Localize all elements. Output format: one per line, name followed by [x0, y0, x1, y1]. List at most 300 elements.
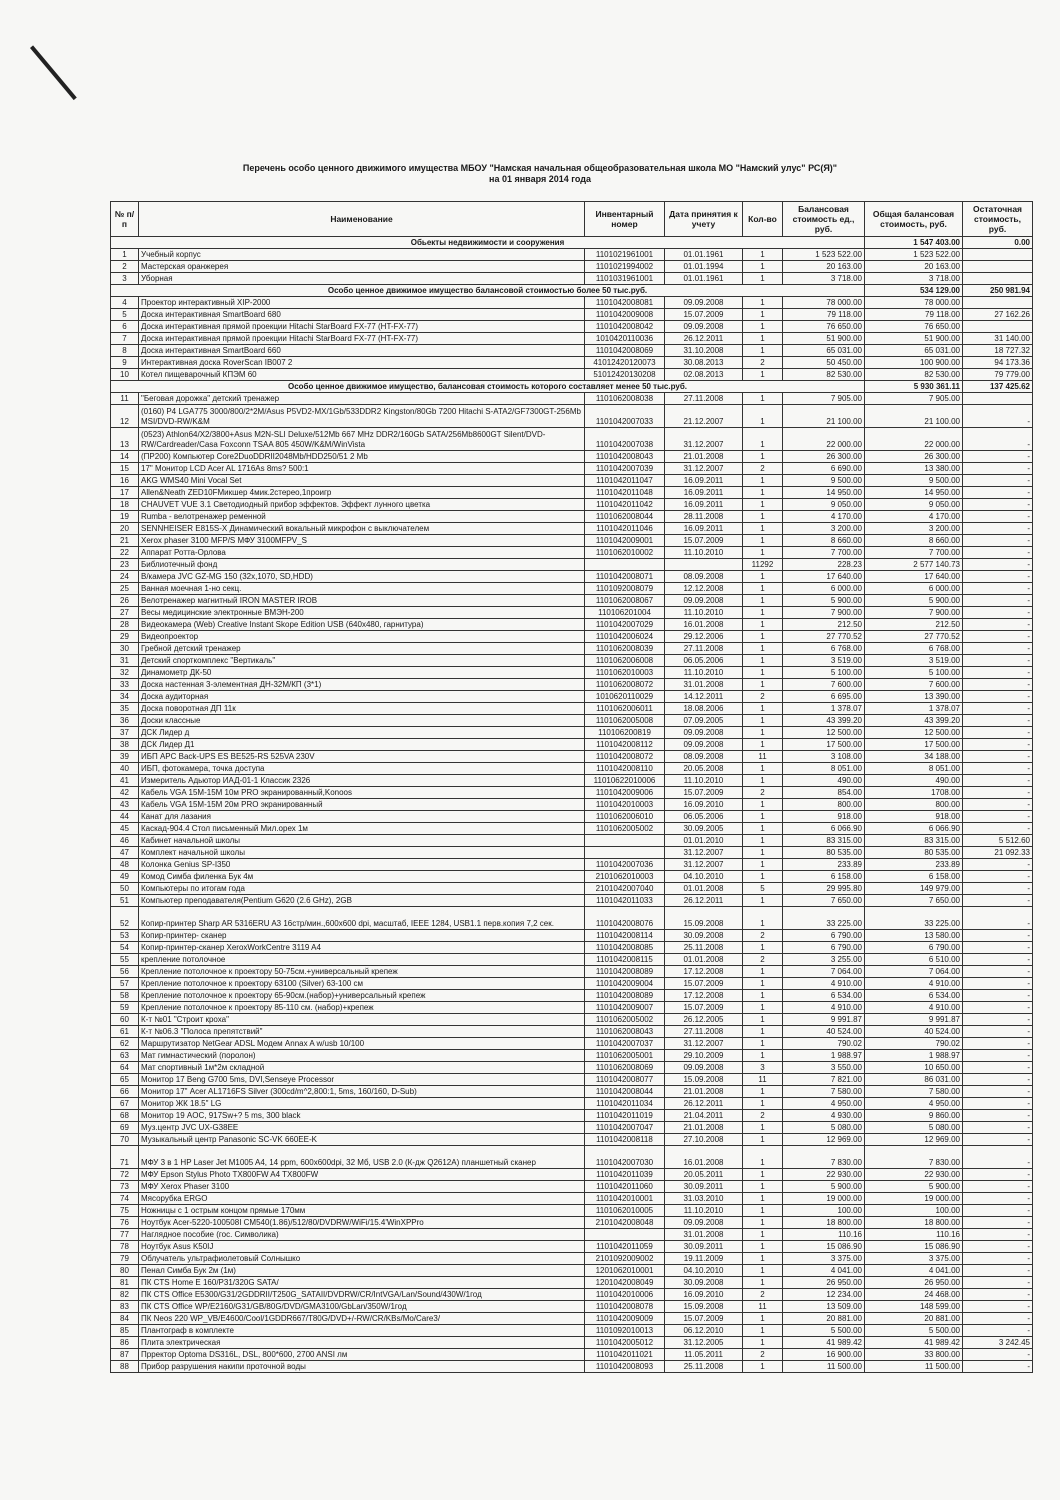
col-header-name: Наименование — [139, 202, 585, 237]
unit-cost: 12 234.00 — [783, 1289, 865, 1301]
table-row — [111, 715, 1033, 727]
item-name: Маршрутизатор NetGear ADSL Модем Annax A w/usb 10/100 — [139, 1038, 585, 1050]
residual-cost: - — [963, 1253, 1033, 1265]
inventory-number: 1101042011019 — [585, 1110, 665, 1122]
inventory-number: 1101042009007 — [585, 1002, 665, 1014]
table-row — [111, 954, 1033, 966]
residual-cost: - — [963, 607, 1033, 619]
residual-cost: - — [963, 990, 1033, 1002]
inventory-number: 1101042006024 — [585, 631, 665, 643]
table-row — [111, 835, 1033, 847]
item-name: 17" Монитор LCD Acer AL 1716As 8ms? 500:1 — [139, 463, 585, 475]
item-name: Компьютеры по итогам года — [139, 883, 585, 895]
item-name: Монитор ЖК 18.5" LG — [139, 1098, 585, 1110]
table-row — [111, 1134, 1033, 1146]
acceptance-date: 01.01.1961 — [665, 273, 743, 285]
residual-cost: - — [963, 1086, 1033, 1098]
acceptance-date: 16.01.2008 — [665, 1146, 743, 1169]
inventory-number — [585, 559, 665, 571]
residual-cost: - — [963, 787, 1033, 799]
table-row — [111, 739, 1033, 751]
quantity: 1 — [743, 1026, 783, 1038]
row-number: 70 — [111, 1134, 139, 1146]
acceptance-date: 08.09.2008 — [665, 751, 743, 763]
row-number: 85 — [111, 1325, 139, 1337]
item-name: Крепление потолочное к проектору 50-75см.+универсальный крепеж — [139, 966, 585, 978]
row-number: 68 — [111, 1110, 139, 1122]
row-number: 78 — [111, 1241, 139, 1253]
residual-cost: - — [963, 619, 1033, 631]
unit-cost: 6 000.00 — [783, 583, 865, 595]
residual-cost: - — [963, 405, 1033, 428]
unit-cost: 3 200.00 — [783, 523, 865, 535]
row-number: 28 — [111, 619, 139, 631]
item-name: Кабинет начальной школы — [139, 835, 585, 847]
quantity: 1 — [743, 703, 783, 715]
item-name: Монитор 17" Acer AL1716FS Silver (300cd/m^2,800:1, 5ms, 160/160, D-Sub) — [139, 1086, 585, 1098]
total-cost: 4 041.00 — [865, 1265, 963, 1277]
item-name: Велотренажер магнитный IRON MASTER IROB — [139, 595, 585, 607]
quantity: 1 — [743, 942, 783, 954]
item-name: Весы медицинские электронные ВМЭН-200 — [139, 607, 585, 619]
unit-cost: 17 640.00 — [783, 571, 865, 583]
item-name: (0160) P4 LGA775 3000/800/2*2M/Asus P5VD2-MX/1Gb/533DDR2 Kingston/80Gb 7200 Hitachi S-ATA2/GF7300GT-256Mb MSI/DVD-RW/K&M — [139, 405, 585, 428]
quantity: 2 — [743, 1349, 783, 1361]
quantity: 1 — [743, 393, 783, 405]
unit-cost: 7 650.00 — [783, 895, 865, 907]
row-number: 25 — [111, 583, 139, 595]
item-name: (0523) Athlon64/X2/3800+Asus M2N-SLI Deluxe/512Mb 667 MHz DDR2/160Gb SATA/256Mb8600GT Silent/DVD-RW/Cardreader/Casa Foxconn TSAA 805 450W/K&M/WinVista — [139, 428, 585, 451]
quantity: 1 — [743, 1313, 783, 1325]
table-row — [111, 1074, 1033, 1086]
quantity: 1 — [743, 405, 783, 428]
table-row — [111, 1337, 1033, 1349]
row-number: 36 — [111, 715, 139, 727]
acceptance-date: 26.12.2005 — [665, 1014, 743, 1026]
table-row — [111, 1038, 1033, 1050]
acceptance-date: 06.05.2006 — [665, 811, 743, 823]
quantity: 1 — [743, 583, 783, 595]
acceptance-date: 11.10.2010 — [665, 547, 743, 559]
table-row — [111, 511, 1033, 523]
section-title: Особо ценное движимое имущество балансовой стоимостью более 50 тыс.руб. — [111, 285, 865, 297]
quantity: 1 — [743, 990, 783, 1002]
inventory-number: 1101092010013 — [585, 1325, 665, 1337]
unit-cost: 6 695.00 — [783, 691, 865, 703]
residual-cost: - — [963, 1134, 1033, 1146]
acceptance-date: 31.12.2007 — [665, 428, 743, 451]
total-cost: 13 390.00 — [865, 691, 963, 703]
row-number: 15 — [111, 463, 139, 475]
quantity: 1 — [743, 859, 783, 871]
inventory-number: 1010620110029 — [585, 691, 665, 703]
quantity: 1 — [743, 978, 783, 990]
residual-cost: - — [963, 1074, 1033, 1086]
item-name: ПК Neos 220 WP_VB/E4600/Cool/1GDDR667/T80G/DVD+/-RW/CR/KBs/Mo/Care3/ — [139, 1313, 585, 1325]
row-number: 84 — [111, 1313, 139, 1325]
residual-cost: - — [963, 487, 1033, 499]
residual-cost: - — [963, 571, 1033, 583]
unit-cost: 6 790.00 — [783, 942, 865, 954]
item-name: МФУ Xerox Phaser 3100 — [139, 1181, 585, 1193]
row-number: 19 — [111, 511, 139, 523]
quantity: 1 — [743, 607, 783, 619]
total-cost: 5 500.00 — [865, 1325, 963, 1337]
row-number: 52 — [111, 907, 139, 930]
total-cost: 5 080.00 — [865, 1122, 963, 1134]
acceptance-date: 31.12.2007 — [665, 847, 743, 859]
inventory-number: 1101042008069 — [585, 345, 665, 357]
item-name: Мат спортивный 1м*2м складной — [139, 1062, 585, 1074]
table-row — [111, 487, 1033, 499]
row-number: 16 — [111, 475, 139, 487]
quantity: 1 — [743, 309, 783, 321]
table-row — [111, 763, 1033, 775]
total-cost: 43 399.20 — [865, 715, 963, 727]
residual-cost: - — [963, 1265, 1033, 1277]
total-cost: 7 900.00 — [865, 607, 963, 619]
total-cost: 20 881.00 — [865, 1313, 963, 1325]
acceptance-date: 16.09.2011 — [665, 523, 743, 535]
quantity: 1 — [743, 451, 783, 463]
row-number: 33 — [111, 679, 139, 691]
total-cost: 6 000.00 — [865, 583, 963, 595]
acceptance-date: 27.11.2008 — [665, 1026, 743, 1038]
table-body — [111, 237, 1033, 1373]
inventory-number: 1101042011048 — [585, 487, 665, 499]
inventory-number: 1101042011034 — [585, 1098, 665, 1110]
item-name: SENNHEISER E815S-X Динамический вокальный микрофон с выключателем — [139, 523, 585, 535]
total-cost: 212.50 — [865, 619, 963, 631]
total-cost: 6 510.00 — [865, 954, 963, 966]
residual-cost: - — [963, 1313, 1033, 1325]
unit-cost: 5 500.00 — [783, 1325, 865, 1337]
inventory-number: 51012420130208 — [585, 369, 665, 381]
inventory-number: 1101062005008 — [585, 715, 665, 727]
table-row — [111, 1062, 1033, 1074]
unit-cost: 3 108.00 — [783, 751, 865, 763]
residual-cost: - — [963, 523, 1033, 535]
quantity: 1 — [743, 1277, 783, 1289]
item-name: Доска настенная 3-элементная ДН-32М/КП (3*1) — [139, 679, 585, 691]
inventory-number: 2101092009002 — [585, 1253, 665, 1265]
residual-cost — [963, 249, 1033, 261]
quantity: 1 — [743, 487, 783, 499]
inventory-number: 1101042010006 — [585, 1289, 665, 1301]
acceptance-date: 31.10.2008 — [665, 345, 743, 357]
table-row — [111, 297, 1033, 309]
item-name: Колонка Genius SP-I350 — [139, 859, 585, 871]
inventory-number: 1101042011033 — [585, 895, 665, 907]
inventory-number: 1101042007047 — [585, 1122, 665, 1134]
residual-cost: - — [963, 463, 1033, 475]
residual-cost: - — [963, 1277, 1033, 1289]
quantity: 1 — [743, 1098, 783, 1110]
item-name: К-т №06.3 "Полоса препятствий" — [139, 1026, 585, 1038]
table-row — [111, 1289, 1033, 1301]
acceptance-date: 30.09.2011 — [665, 1241, 743, 1253]
table-row — [111, 667, 1033, 679]
residual-cost: - — [963, 451, 1033, 463]
table-row — [111, 357, 1033, 369]
row-number: 11 — [111, 393, 139, 405]
row-number: 58 — [111, 990, 139, 1002]
section-row — [111, 381, 1033, 393]
total-cost: 2 577 140.73 — [865, 559, 963, 571]
residual-cost: - — [963, 751, 1033, 763]
unit-cost: 800.00 — [783, 799, 865, 811]
inventory-number: 1201042008049 — [585, 1277, 665, 1289]
total-cost: 12 969.00 — [865, 1134, 963, 1146]
row-number: 12 — [111, 405, 139, 428]
inventory-number: 1101042008112 — [585, 739, 665, 751]
acceptance-date: 21.12.2007 — [665, 405, 743, 428]
inventory-number: 1101042007037 — [585, 1038, 665, 1050]
unit-cost: 6 066.90 — [783, 823, 865, 835]
residual-cost: - — [963, 1193, 1033, 1205]
unit-cost: 6 158.00 — [783, 871, 865, 883]
inventory-number: 2101062010003 — [585, 871, 665, 883]
table-row — [111, 859, 1033, 871]
inventory-number: 1101092008079 — [585, 583, 665, 595]
inventory-number: 1101042010003 — [585, 799, 665, 811]
residual-cost: 3 242.45 — [963, 1337, 1033, 1349]
quantity: 1 — [743, 499, 783, 511]
total-cost: 22 000.00 — [865, 428, 963, 451]
acceptance-date: 21.01.2008 — [665, 1086, 743, 1098]
section-residual: 250 981.94 — [963, 285, 1033, 297]
quantity: 11 — [743, 751, 783, 763]
total-cost: 17 500.00 — [865, 739, 963, 751]
acceptance-date: 09.09.2008 — [665, 321, 743, 333]
total-cost: 86 031.00 — [865, 1074, 963, 1086]
total-cost: 13 380.00 — [865, 463, 963, 475]
unit-cost: 854.00 — [783, 787, 865, 799]
inventory-number: 1101042009009 — [585, 1313, 665, 1325]
row-number: 79 — [111, 1253, 139, 1265]
inventory-number: 1101042008071 — [585, 571, 665, 583]
unit-cost: 16 900.00 — [783, 1349, 865, 1361]
row-number: 7 — [111, 333, 139, 345]
item-name: МФУ Epson Stylus Photo TX800FW A4 TX800FW — [139, 1169, 585, 1181]
quantity: 1 — [743, 679, 783, 691]
item-name: Пенал Симба Бук 2м (1м) — [139, 1265, 585, 1277]
item-name: Копир-принтер Sharp AR 5316ERU A3 16стр/мин.,600x600 dpi, масштаб, IEEE 1284, USB1.1 перв.копия 7,2 сек. — [139, 907, 585, 930]
table-row — [111, 811, 1033, 823]
table-row — [111, 691, 1033, 703]
inventory-number: 1101042008110 — [585, 763, 665, 775]
residual-cost: - — [963, 547, 1033, 559]
unit-cost: 78 000.00 — [783, 297, 865, 309]
residual-cost: - — [963, 1217, 1033, 1229]
unit-cost: 22 000.00 — [783, 428, 865, 451]
inventory-number: 1101062005001 — [585, 1050, 665, 1062]
total-cost: 9 860.00 — [865, 1110, 963, 1122]
inventory-number: 1101021994002 — [585, 261, 665, 273]
residual-cost: - — [963, 763, 1033, 775]
quantity: 1 — [743, 1337, 783, 1349]
item-name: Прибор разрушения накипи проточной воды — [139, 1361, 585, 1373]
table-row — [111, 1193, 1033, 1205]
col-header-quantity: Кол-во — [743, 202, 783, 237]
unit-cost: 6 690.00 — [783, 463, 865, 475]
acceptance-date: 25.11.2008 — [665, 1361, 743, 1373]
total-cost: 9 500.00 — [865, 475, 963, 487]
total-cost: 5 100.00 — [865, 667, 963, 679]
total-cost: 12 500.00 — [865, 727, 963, 739]
unit-cost: 5 900.00 — [783, 1181, 865, 1193]
row-number: 41 — [111, 775, 139, 787]
acceptance-date: 01.01.2008 — [665, 883, 743, 895]
unit-cost: 9 991.87 — [783, 1014, 865, 1026]
row-number: 69 — [111, 1122, 139, 1134]
total-cost: 149 979.00 — [865, 883, 963, 895]
unit-cost: 11 500.00 — [783, 1361, 865, 1373]
item-name: ИБП APC Back-UPS ES BE525-RS 525VA 230V — [139, 751, 585, 763]
total-cost: 17 640.00 — [865, 571, 963, 583]
row-number: 57 — [111, 978, 139, 990]
unit-cost: 26 300.00 — [783, 451, 865, 463]
total-cost: 9 050.00 — [865, 499, 963, 511]
table-row — [111, 547, 1033, 559]
row-number: 67 — [111, 1098, 139, 1110]
unit-cost: 5 900.00 — [783, 595, 865, 607]
table-row — [111, 823, 1033, 835]
residual-cost: - — [963, 1325, 1033, 1337]
residual-cost: - — [963, 1205, 1033, 1217]
quantity: 1 — [743, 1265, 783, 1277]
acceptance-date: 11.10.2010 — [665, 667, 743, 679]
item-name: Ванная моечная 1-но секц. — [139, 583, 585, 595]
section-row — [111, 237, 1033, 249]
acceptance-date: 09.09.2008 — [665, 1062, 743, 1074]
row-number: 83 — [111, 1301, 139, 1313]
inventory-number: 1201062010001 — [585, 1265, 665, 1277]
inventory-number: 1101042008072 — [585, 751, 665, 763]
quantity: 1 — [743, 1181, 783, 1193]
quantity: 1 — [743, 823, 783, 835]
total-cost: 7 600.00 — [865, 679, 963, 691]
item-name: Компьютер преподавателя(Pentium G620 (2.6 GHz), 2GB — [139, 895, 585, 907]
item-name: ДСК Лидер Д1 — [139, 739, 585, 751]
total-cost: 65 031.00 — [865, 345, 963, 357]
quantity: 1 — [743, 249, 783, 261]
unit-cost: 7 821.00 — [783, 1074, 865, 1086]
pen-mark — [30, 45, 77, 100]
acceptance-date: 15.07.2009 — [665, 1002, 743, 1014]
total-cost: 4 170.00 — [865, 511, 963, 523]
residual-cost: - — [963, 595, 1033, 607]
table-row — [111, 1361, 1033, 1373]
unit-cost: 13 509.00 — [783, 1301, 865, 1313]
total-cost: 7 064.00 — [865, 966, 963, 978]
unit-cost: 7 580.00 — [783, 1086, 865, 1098]
item-name: Ноутбук Asus K50IJ — [139, 1241, 585, 1253]
unit-cost: 6 534.00 — [783, 990, 865, 1002]
inventory-number: 1101042008076 — [585, 907, 665, 930]
total-cost: 40 524.00 — [865, 1026, 963, 1038]
acceptance-date: 15.07.2009 — [665, 535, 743, 547]
inventory-number: 1101062006008 — [585, 655, 665, 667]
table-row — [111, 930, 1033, 942]
unit-cost: 19 000.00 — [783, 1193, 865, 1205]
item-name: ДСК Лидер д — [139, 727, 585, 739]
quantity: 1 — [743, 619, 783, 631]
inventory-number: 1101042011039 — [585, 1169, 665, 1181]
inventory-number — [585, 1229, 665, 1241]
item-name: Плантограф в комплекте — [139, 1325, 585, 1337]
table-row — [111, 990, 1033, 1002]
quantity: 1 — [743, 763, 783, 775]
item-name: Учебный корпус — [139, 249, 585, 261]
item-name: Библиотечный фонд — [139, 559, 585, 571]
item-name: Гребной детский тренажер — [139, 643, 585, 655]
residual-cost: 5 512.60 — [963, 835, 1033, 847]
unit-cost: 228.23 — [783, 559, 865, 571]
unit-cost: 7 905.00 — [783, 393, 865, 405]
inventory-number: 1101042008089 — [585, 966, 665, 978]
residual-cost: - — [963, 954, 1033, 966]
row-number: 35 — [111, 703, 139, 715]
col-header-residual: Остаточная стоимость, руб. — [963, 202, 1033, 237]
acceptance-date: 11.10.2010 — [665, 607, 743, 619]
quantity: 1 — [743, 1229, 783, 1241]
residual-cost: - — [963, 942, 1033, 954]
acceptance-date: 11.10.2010 — [665, 775, 743, 787]
unit-cost: 4 170.00 — [783, 511, 865, 523]
row-number: 34 — [111, 691, 139, 703]
total-cost: 8 051.00 — [865, 763, 963, 775]
total-cost: 7 830.00 — [865, 1146, 963, 1169]
residual-cost: 18 727.32 — [963, 345, 1033, 357]
total-cost: 8 660.00 — [865, 535, 963, 547]
table-row — [111, 369, 1033, 381]
residual-cost: - — [963, 930, 1033, 942]
total-cost: 110.16 — [865, 1229, 963, 1241]
acceptance-date: 30.09.2011 — [665, 1181, 743, 1193]
acceptance-date: 09.09.2008 — [665, 297, 743, 309]
inventory-number: 1101042008077 — [585, 1074, 665, 1086]
acceptance-date: 27.11.2008 — [665, 643, 743, 655]
inventory-number: 1101042005012 — [585, 1337, 665, 1349]
unit-cost: 51 900.00 — [783, 333, 865, 345]
unit-cost: 80 535.00 — [783, 847, 865, 859]
acceptance-date: 15.07.2009 — [665, 1313, 743, 1325]
inventory-number: 1101042010001 — [585, 1193, 665, 1205]
row-number: 9 — [111, 357, 139, 369]
section-residual: 137 425.62 — [963, 381, 1033, 393]
table-row — [111, 966, 1033, 978]
acceptance-date: 31.12.2007 — [665, 463, 743, 475]
inventory-number: 1101042008042 — [585, 321, 665, 333]
unit-cost: 110.16 — [783, 1229, 865, 1241]
quantity: 2 — [743, 463, 783, 475]
acceptance-date — [665, 559, 743, 571]
total-cost: 18 800.00 — [865, 1217, 963, 1229]
acceptance-date: 20.05.2008 — [665, 763, 743, 775]
row-number: 40 — [111, 763, 139, 775]
unit-cost: 22 930.00 — [783, 1169, 865, 1181]
acceptance-date: 16.09.2010 — [665, 799, 743, 811]
total-cost: 19 000.00 — [865, 1193, 963, 1205]
residual-cost: 94 173.36 — [963, 357, 1033, 369]
unit-cost: 9 500.00 — [783, 475, 865, 487]
row-number: 3 — [111, 273, 139, 285]
unit-cost: 790.02 — [783, 1038, 865, 1050]
quantity: 1 — [743, 369, 783, 381]
acceptance-date: 09.09.2008 — [665, 739, 743, 751]
inventory-number: 11010622010006 — [585, 775, 665, 787]
